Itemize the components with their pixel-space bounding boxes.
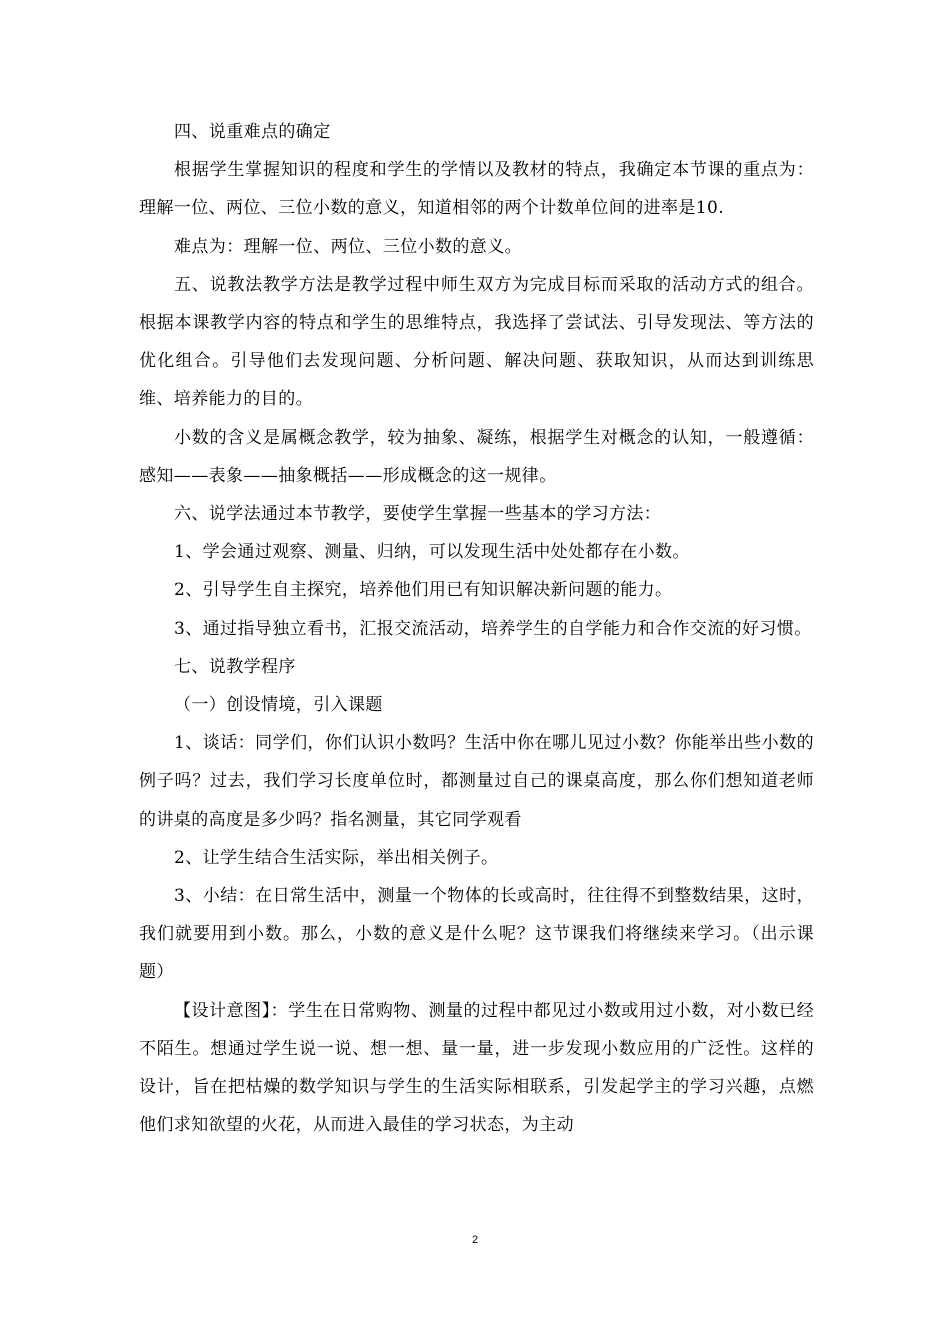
paragraph-teaching-methods: 五、说教法教学方法是教学过程中师生双方为完成目标而采取的活动方式的组合。根据本课教学内容的特点和学生的思维特点，我选择了尝试法、引导发现法、等方法的优化组合。引导他们去发现问题、分析问题、解决问题、获取知识，从而达到训练思维、培养能力的目的。 <box>139 274 814 410</box>
page-number: 2 <box>471 1234 479 1246</box>
paragraph-key-points: 根据学生掌握知识的程度和学生的学情以及教材的特点，我确定本节课的重点为：理解一位、两位、三位小数的意义，知道相邻的两个计数单位间的进率是10. <box>139 160 814 219</box>
heading-section-six: 六、说学法通过本节教学，要使学生掌握一些基本的学习方法： <box>174 504 662 525</box>
paragraph-difficult-points: 难点为：理解一位、两位、三位小数的意义。 <box>174 236 522 257</box>
paragraph-concept-teaching: 小数的含义是属概念教学，较为抽象、凝练，根据学生对概念的认知，一般遵循：感知——表象——抽象概括——形成概念的这一规律。 <box>139 427 814 486</box>
heading-section-seven: 七、说教学程序 <box>174 656 296 677</box>
list-item-procedure-2: 2、让学生结合生活实际，举出相关例子。 <box>174 847 499 868</box>
document-body <box>139 113 814 1144</box>
list-item-procedure-1: 1、谈话：同学们，你们认识小数吗？生活中你在哪儿见过小数？你能举出些小数的例子吗？过去，我们学习长度单位时，都测量过自己的课桌高度，那么你们想知道老师的讲桌的高度是多少吗？指名测量，其它同学观看 <box>139 733 814 830</box>
heading-section-four: 四、说重难点的确定 <box>174 122 331 142</box>
list-item-procedure-3: 3、小结：在日常生活中，测量一个物体的长或高时，往往得不到整数结果，这时，我们就要用到小数。那么，小数的意义是什么呢？这节课我们将继续来学习。（出示课题） <box>139 886 814 983</box>
list-item-learning-method-3: 3、通过指导独立看书，汇报交流活动，培养学生的自学能力和合作交流的好习惯。 <box>174 618 812 639</box>
subheading-create-situation: （一）创设情境，引入课题 <box>174 695 383 716</box>
list-item-learning-method-2: 2、引导学生自主探究，培养他们用已有知识解决新问题的能力。 <box>174 580 673 601</box>
paragraph-design-intent: 【设计意图】：学生在日常购物、测量的过程中都见过小数或用过小数，对小数已经不陌生。想通过学生说一说、想一想、量一量，进一步发现小数应用的广泛性。这样的设计，旨在把枯燥的数学知识与学生的生活实际相联系，引发起学主的学习兴趣，点燃他们求知欲望的火花，从而进入最佳的学习状态，为主动 <box>139 1000 814 1136</box>
list-item-learning-method-1: 1、学会通过观察、测量、归纳，可以发现生活中处处都存在小数。 <box>174 542 690 563</box>
